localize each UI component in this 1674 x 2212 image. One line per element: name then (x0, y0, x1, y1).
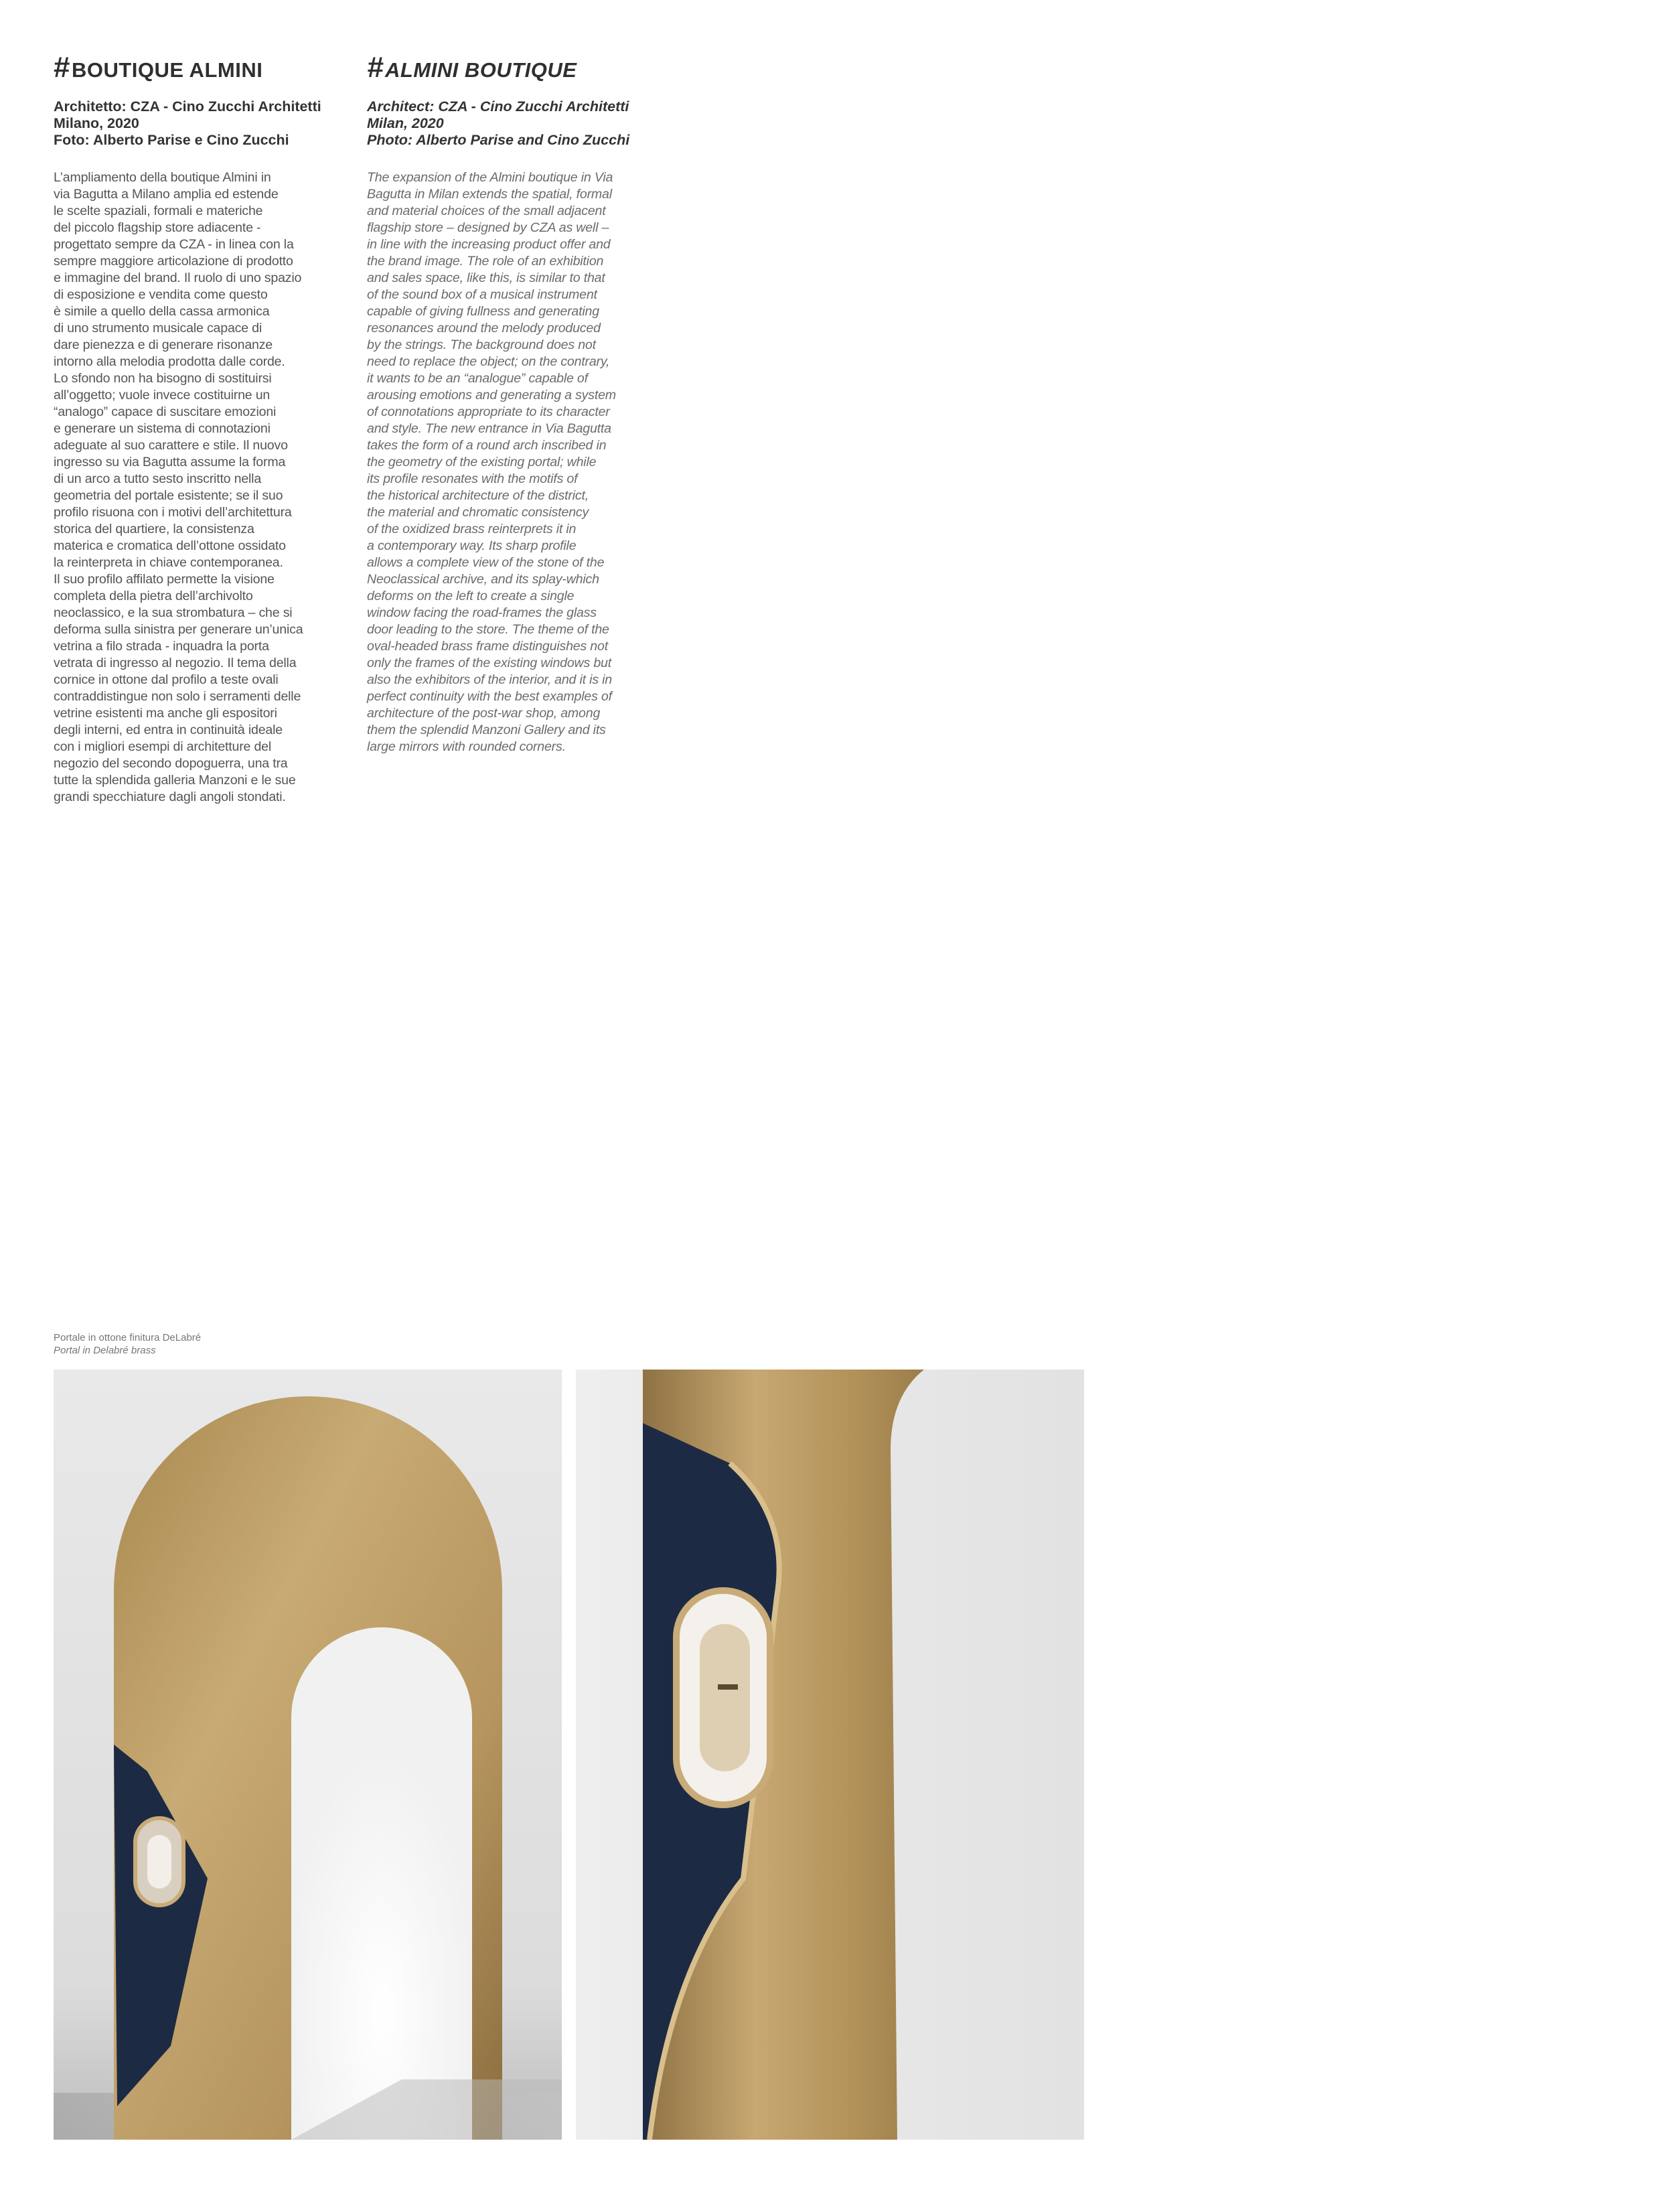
italian-credits (54, 98, 355, 149)
hash-symbol: # (367, 51, 384, 84)
portal-front-photo (54, 1370, 562, 2140)
italian-column (54, 51, 355, 806)
english-column (367, 51, 668, 755)
english-place-year: Milan, 2020 (367, 115, 444, 131)
caption-english: Portal in Delabré brass (54, 1345, 156, 1356)
english-title (367, 51, 668, 86)
italian-place-year: Milano, 2020 (54, 115, 139, 131)
italian-title (54, 51, 355, 86)
caption-italian: Portale in ottone finitura DeLabré (54, 1332, 202, 1343)
portal-side-illustration (576, 1370, 1084, 2140)
hash-symbol: # (54, 51, 70, 84)
english-credits (367, 98, 668, 149)
english-title-text: ALMINI BOUTIQUE (384, 58, 577, 82)
italian-body-text: L’ampliamento della boutique Almini in via Bagutta a Milano amplia ed estende le scelte spaziali, formali e materiche del piccolo flagship store adiacente - progettato sempre da CZA - in linea con la sempre maggiore articolazione di prodotto e immagine del brand. Il ruolo di uno spazio di esposizione e vendita come questo è simile a quello della cassa armonica di uno strumento musicale capace di dare pienezza e di generare risonanze intorno alla melodia prodotta dalle corde. Lo sfondo non ha bisogno di sostituirsi all’oggetto; vuole invece costituirne un “analogo” capace di suscitare emozioni e generare un sistema di connotazioni adeguate al suo carattere e stile. Il nuovo ingresso su via Bagutta assume la forma di un arco a tutto sesto inscritto nella geometria del portale esistente; se il suo profilo risuona con i motivi dell’architettura storica del quartiere, la consistenza materica e cromatica dell’ottone ossidato la reinterpreta in chiave contemporanea. Il suo profilo affilato permette la visione completa della pietra dell’archivolto neoclassico, e la sua strombatura – che si deforma sulla sinistra per generare un’unica vetrina a filo strada - inquadra la porta vetrata di ingresso al negozio. Il tema della cornice in ottone dal profilo a teste ovali contraddistingue non solo i serramenti delle vetrine esistenti ma anche gli espositori degli interni, ed entra in continuità ideale con i migliori esempi di architetture del negozio del secondo dopoguerra, una tra tutte la splendida galleria Manzoni e le sue grandi specchiature dagli angoli stondati. (54, 170, 303, 804)
portal-side-photo (576, 1370, 1084, 2140)
english-photo-credit: Photo: Alberto Parise and Cino Zucchi (367, 132, 630, 148)
portal-front-illustration (54, 1370, 562, 2140)
italian-architect: Architetto: CZA - Cino Zucchi Architetti (54, 98, 321, 115)
italian-photo-credit: Foto: Alberto Parise e Cino Zucchi (54, 132, 289, 148)
english-architect: Architect: CZA - Cino Zucchi Architetti (367, 98, 629, 115)
english-body-text: The expansion of the Almini boutique in Via Bagutta in Milan extends the spatial, formal and material choices of the small adjacent flagship store – designed by CZA as well – in line with the increasing product offer and the brand image. The role of an exhibition and sales space, like this, is similar to that of the sound box of a musical instrument capable of giving fullness and generating resonances around the melody produced by the strings. The background does not need to replace the object; on the contrary, it wants to be an “analogue” capable of arousing emotions and generating a system of connotations appropriate to its character and style. The new entrance in Via Bagutta takes the form of a round arch inscribed in the geometry of the existing portal; while its profile resonates with the motifs of the historical architecture of the district, the material and chromatic consistency of the oxidized brass reinterprets it in a contemporary way. Its sharp profile allows a complete view of the stone of the Neoclassical archive, and its splay-which deforms on the left to create a single window facing the road-frames the glass door leading to the store. The theme of the oval-headed brass frame distinguishes not only the frames of the existing windows but also the exhibitors of the interior, and it is in perfect continuity with the best examples of architecture of the post-war shop, among them the splendid Manzoni Gallery and its large mirrors with rounded corners. (367, 170, 616, 754)
photo-caption (54, 1331, 201, 1357)
italian-title-text: BOUTIQUE ALMINI (71, 58, 263, 82)
